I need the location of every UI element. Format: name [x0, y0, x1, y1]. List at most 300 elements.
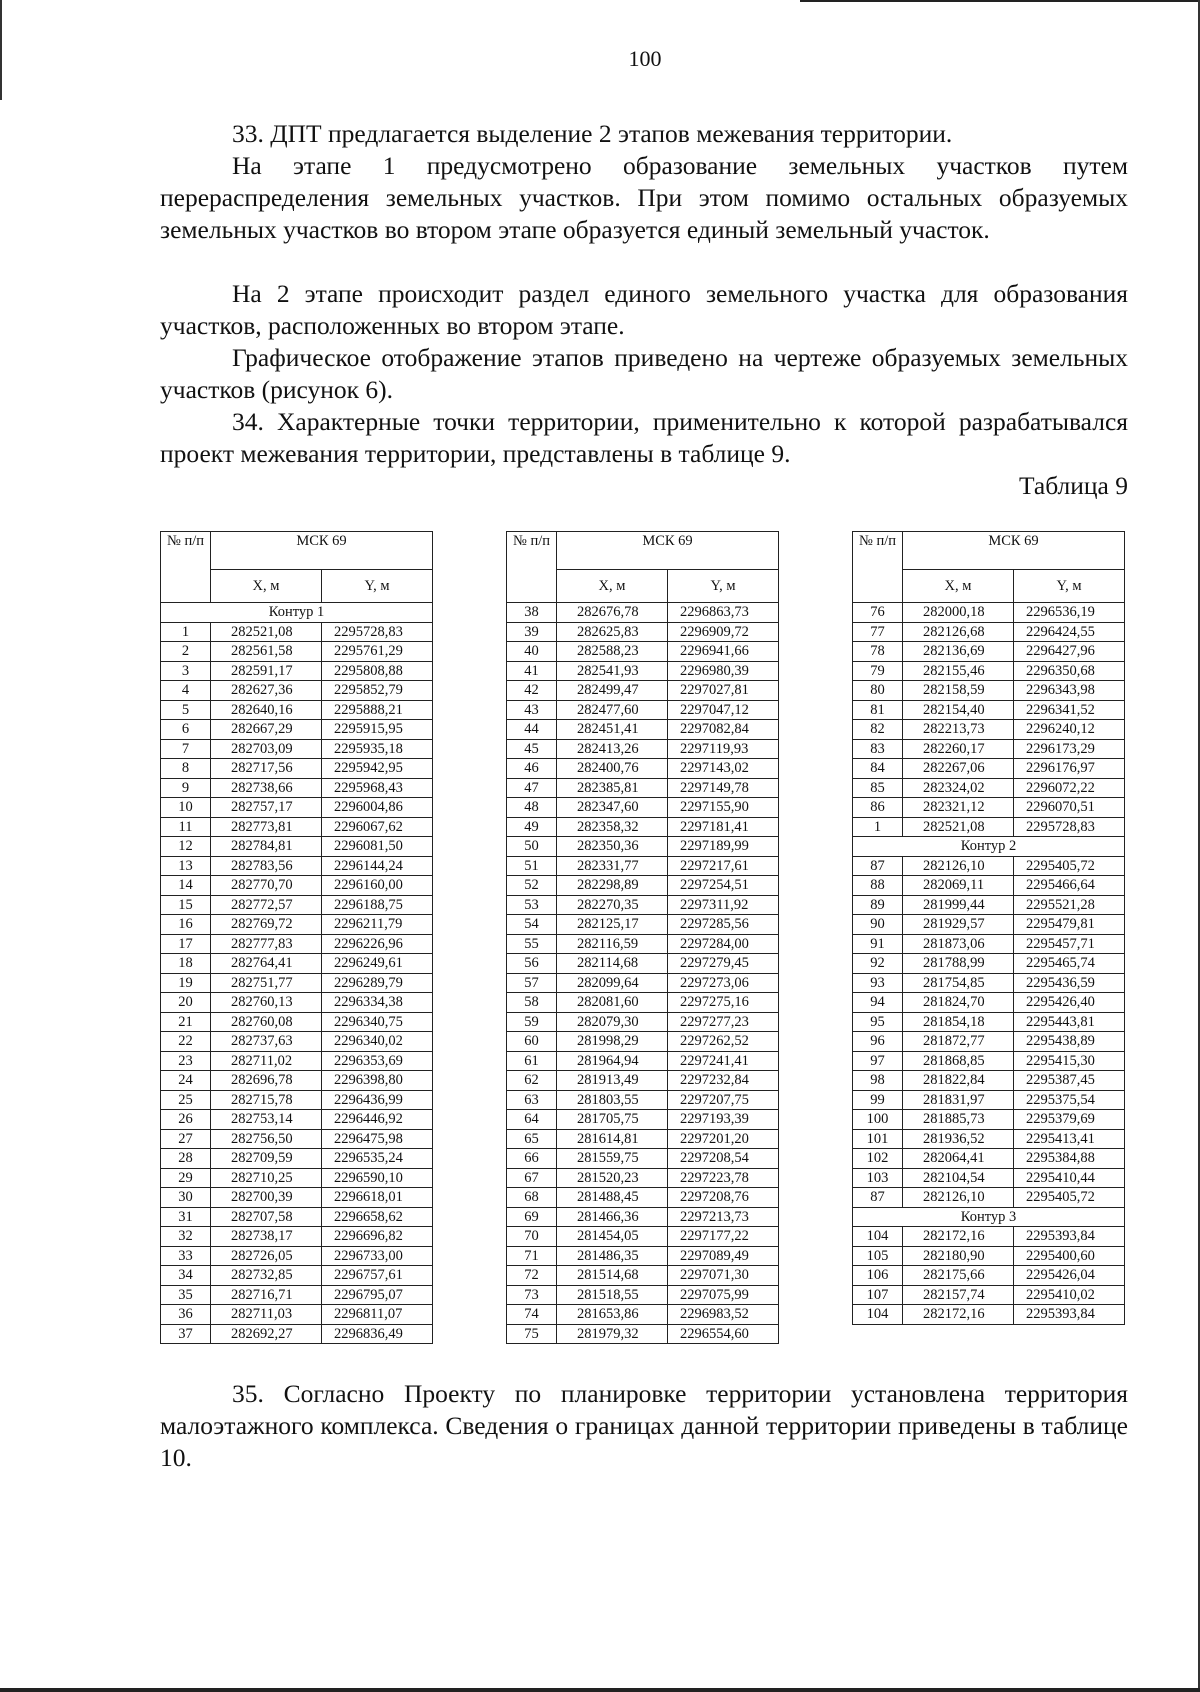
table-row	[507, 1129, 779, 1149]
y-coordinate: 2297208,54	[668, 1149, 779, 1169]
x-coordinate: 282717,56	[211, 759, 322, 779]
x-coordinate: 282347,60	[557, 798, 668, 818]
table-row	[507, 798, 779, 818]
y-coordinate: 2295393,84	[1014, 1227, 1125, 1247]
x-coordinate: 281754,85	[903, 973, 1014, 993]
paragraph-33: 33. ДПТ предлагается выделение 2 этапов межевания территории.	[232, 119, 953, 148]
point-number: 82	[853, 720, 903, 740]
point-number: 87	[853, 1188, 903, 1208]
table-row	[507, 973, 779, 993]
point-number: 41	[507, 661, 557, 681]
y-coordinate: 2296980,39	[668, 661, 779, 681]
point-number: 54	[507, 915, 557, 935]
x-coordinate: 282710,25	[211, 1168, 322, 1188]
x-coordinate: 281936,52	[903, 1129, 1014, 1149]
y-coordinate: 2297082,84	[668, 720, 779, 740]
table-row	[161, 1246, 433, 1266]
point-number: 73	[507, 1285, 557, 1305]
table-row	[161, 1168, 433, 1188]
y-coordinate: 2296188,75	[322, 895, 433, 915]
point-number: 99	[853, 1090, 903, 1110]
point-number: 103	[853, 1168, 903, 1188]
paragraph-stage-2: На 2 этапе происходит раздел единого земельного участка для образования участков, расположенных во втором этапе.	[160, 279, 1128, 340]
table-row	[853, 720, 1125, 740]
table-row	[161, 973, 433, 993]
y-coordinate: 2297027,81	[668, 681, 779, 701]
x-coordinate: 282709,59	[211, 1149, 322, 1169]
table-row	[507, 1051, 779, 1071]
table-row	[161, 1110, 433, 1130]
x-coordinate: 282126,10	[903, 1188, 1014, 1208]
coordinates-table-3	[852, 531, 1125, 1325]
x-coordinate: 282541,93	[557, 661, 668, 681]
x-coordinate: 282213,73	[903, 720, 1014, 740]
table-row	[507, 1110, 779, 1130]
table-row	[853, 1227, 1125, 1247]
coordinates-table-2	[506, 531, 779, 1344]
table-row	[161, 661, 433, 681]
point-number: 14	[161, 876, 211, 896]
x-coordinate: 281998,29	[557, 1032, 668, 1052]
table-row	[161, 642, 433, 662]
table-row	[853, 934, 1125, 954]
y-coordinate: 2296535,24	[322, 1149, 433, 1169]
x-coordinate: 282676,78	[557, 603, 668, 623]
point-number: 20	[161, 993, 211, 1013]
y-coordinate: 2295479,81	[1014, 915, 1125, 935]
y-coordinate: 2296475,98	[322, 1129, 433, 1149]
y-coordinate: 2295384,88	[1014, 1149, 1125, 1169]
point-number: 76	[853, 603, 903, 623]
y-coordinate: 2296618,01	[322, 1188, 433, 1208]
x-coordinate: 282757,17	[211, 798, 322, 818]
x-coordinate: 282069,11	[903, 876, 1014, 896]
point-number: 33	[161, 1246, 211, 1266]
y-coordinate: 2296289,79	[322, 973, 433, 993]
point-number: 29	[161, 1168, 211, 1188]
table-row	[161, 934, 433, 954]
table-row	[507, 1207, 779, 1227]
point-number: 38	[507, 603, 557, 623]
x-coordinate: 282738,66	[211, 778, 322, 798]
y-coordinate: 2295387,45	[1014, 1071, 1125, 1091]
table-row	[853, 603, 1125, 623]
header-y: Y, м	[1014, 570, 1125, 603]
point-number: 16	[161, 915, 211, 935]
point-number: 60	[507, 1032, 557, 1052]
y-coordinate: 2296836,49	[322, 1324, 433, 1344]
table-row	[507, 954, 779, 974]
y-coordinate: 2297232,84	[668, 1071, 779, 1091]
x-coordinate: 282764,41	[211, 954, 322, 974]
y-coordinate: 2297075,99	[668, 1285, 779, 1305]
x-coordinate: 282751,77	[211, 973, 322, 993]
y-coordinate: 2296067,62	[322, 817, 433, 837]
x-coordinate: 282737,63	[211, 1032, 322, 1052]
y-coordinate: 2296983,52	[668, 1305, 779, 1325]
x-coordinate: 282760,13	[211, 993, 322, 1013]
x-coordinate: 281454,05	[557, 1227, 668, 1247]
point-number: 43	[507, 700, 557, 720]
x-coordinate: 281614,81	[557, 1129, 668, 1149]
table-row	[507, 1266, 779, 1286]
table-row	[507, 1149, 779, 1169]
table-row	[853, 1110, 1125, 1130]
y-coordinate: 2297089,49	[668, 1246, 779, 1266]
point-number: 12	[161, 837, 211, 857]
table-row	[161, 1051, 433, 1071]
y-coordinate: 2295438,89	[1014, 1032, 1125, 1052]
y-coordinate: 2295405,72	[1014, 856, 1125, 876]
contour-label: Контур 1	[161, 603, 433, 623]
table-row	[161, 876, 433, 896]
y-coordinate: 2295521,28	[1014, 895, 1125, 915]
x-coordinate: 282081,60	[557, 993, 668, 1013]
y-coordinate: 2297279,45	[668, 954, 779, 974]
table-row	[507, 817, 779, 837]
point-number: 1	[161, 622, 211, 642]
point-number: 97	[853, 1051, 903, 1071]
y-coordinate: 2296863,73	[668, 603, 779, 623]
x-coordinate: 282703,09	[211, 739, 322, 759]
y-coordinate: 2296696,82	[322, 1227, 433, 1247]
x-coordinate: 282700,39	[211, 1188, 322, 1208]
point-number: 57	[507, 973, 557, 993]
y-coordinate: 2296173,29	[1014, 739, 1125, 759]
x-coordinate: 282756,50	[211, 1129, 322, 1149]
x-coordinate: 282267,06	[903, 759, 1014, 779]
x-coordinate: 281705,75	[557, 1110, 668, 1130]
contour-row	[161, 603, 433, 623]
y-coordinate: 2296424,55	[1014, 622, 1125, 642]
x-coordinate: 281518,55	[557, 1285, 668, 1305]
point-number: 92	[853, 954, 903, 974]
y-coordinate: 2297217,61	[668, 856, 779, 876]
point-number: 10	[161, 798, 211, 818]
y-coordinate: 2297201,20	[668, 1129, 779, 1149]
x-coordinate: 282738,17	[211, 1227, 322, 1247]
x-coordinate: 282591,17	[211, 661, 322, 681]
table-row	[853, 1266, 1125, 1286]
point-number: 26	[161, 1110, 211, 1130]
point-number: 69	[507, 1207, 557, 1227]
table-row	[507, 778, 779, 798]
point-number: 23	[161, 1051, 211, 1071]
x-coordinate: 282104,54	[903, 1168, 1014, 1188]
point-number: 77	[853, 622, 903, 642]
table-row	[507, 876, 779, 896]
table-row	[853, 915, 1125, 935]
table-row	[161, 759, 433, 779]
point-number: 105	[853, 1246, 903, 1266]
x-coordinate: 282784,81	[211, 837, 322, 857]
point-number: 11	[161, 817, 211, 837]
x-coordinate: 282773,81	[211, 817, 322, 837]
y-coordinate: 2295852,79	[322, 681, 433, 701]
y-coordinate: 2297047,12	[668, 700, 779, 720]
point-number: 64	[507, 1110, 557, 1130]
point-number: 19	[161, 973, 211, 993]
table-row	[853, 1168, 1125, 1188]
x-coordinate: 282692,27	[211, 1324, 322, 1344]
table-row	[161, 681, 433, 701]
x-coordinate: 281486,35	[557, 1246, 668, 1266]
y-coordinate: 2296340,02	[322, 1032, 433, 1052]
point-number: 2	[161, 642, 211, 662]
point-number: 37	[161, 1324, 211, 1344]
x-coordinate: 282157,74	[903, 1285, 1014, 1305]
x-coordinate: 282711,02	[211, 1051, 322, 1071]
table-row	[507, 1071, 779, 1091]
point-number: 32	[161, 1227, 211, 1247]
table-row	[507, 915, 779, 935]
y-coordinate: 2297207,75	[668, 1090, 779, 1110]
x-coordinate: 281913,49	[557, 1071, 668, 1091]
table-row	[161, 856, 433, 876]
x-coordinate: 282726,05	[211, 1246, 322, 1266]
header-number: № п/п	[853, 532, 903, 603]
table-row	[853, 1032, 1125, 1052]
point-number: 71	[507, 1246, 557, 1266]
point-number: 24	[161, 1071, 211, 1091]
table-row	[853, 759, 1125, 779]
point-number: 98	[853, 1071, 903, 1091]
y-coordinate: 2297254,51	[668, 876, 779, 896]
y-coordinate: 2296144,24	[322, 856, 433, 876]
point-number: 86	[853, 798, 903, 818]
y-coordinate: 2297273,06	[668, 973, 779, 993]
table-row	[507, 1090, 779, 1110]
table-row	[507, 1324, 779, 1344]
point-number: 44	[507, 720, 557, 740]
point-number: 18	[161, 954, 211, 974]
point-number: 90	[853, 915, 903, 935]
point-number: 25	[161, 1090, 211, 1110]
header-y: Y, м	[322, 570, 433, 603]
y-coordinate: 2297071,30	[668, 1266, 779, 1286]
table-row	[853, 778, 1125, 798]
y-coordinate: 2295426,04	[1014, 1266, 1125, 1286]
y-coordinate: 2297223,78	[668, 1168, 779, 1188]
point-number: 106	[853, 1266, 903, 1286]
y-coordinate: 2297193,39	[668, 1110, 779, 1130]
table-row	[853, 1012, 1125, 1032]
x-coordinate: 282114,68	[557, 954, 668, 974]
header-number: № п/п	[161, 532, 211, 603]
table-row	[507, 934, 779, 954]
y-coordinate: 2296757,61	[322, 1266, 433, 1286]
table-row	[161, 993, 433, 1013]
point-number: 83	[853, 739, 903, 759]
y-coordinate: 2297275,16	[668, 993, 779, 1013]
x-coordinate: 282125,17	[557, 915, 668, 935]
table-row	[161, 915, 433, 935]
y-coordinate: 2296160,00	[322, 876, 433, 896]
table-row	[507, 759, 779, 779]
y-coordinate: 2297181,41	[668, 817, 779, 837]
y-coordinate: 2296070,51	[1014, 798, 1125, 818]
point-number: 59	[507, 1012, 557, 1032]
x-coordinate: 281803,55	[557, 1090, 668, 1110]
table-row	[161, 817, 433, 837]
table-row	[853, 993, 1125, 1013]
table-row	[507, 1285, 779, 1305]
x-coordinate: 282451,41	[557, 720, 668, 740]
x-coordinate: 282770,70	[211, 876, 322, 896]
y-coordinate: 2296334,38	[322, 993, 433, 1013]
table-row	[853, 1246, 1125, 1266]
x-coordinate: 282732,85	[211, 1266, 322, 1286]
table-row	[507, 993, 779, 1013]
x-coordinate: 282715,78	[211, 1090, 322, 1110]
point-number: 89	[853, 895, 903, 915]
table-row	[853, 1129, 1125, 1149]
x-coordinate: 281466,36	[557, 1207, 668, 1227]
x-coordinate: 281788,99	[903, 954, 1014, 974]
point-number: 79	[853, 661, 903, 681]
y-coordinate: 2296240,12	[1014, 720, 1125, 740]
table-row	[853, 1090, 1125, 1110]
x-coordinate: 281488,45	[557, 1188, 668, 1208]
table-row	[161, 1129, 433, 1149]
y-coordinate: 2295443,81	[1014, 1012, 1125, 1032]
table-row	[507, 739, 779, 759]
table-row	[161, 1285, 433, 1305]
x-coordinate: 282064,41	[903, 1149, 1014, 1169]
header-x: X, м	[903, 570, 1014, 603]
y-coordinate: 2296081,50	[322, 837, 433, 857]
point-number: 88	[853, 876, 903, 896]
x-coordinate: 282777,83	[211, 934, 322, 954]
header-coordinate-system: МСК 69	[557, 532, 779, 570]
y-coordinate: 2296536,19	[1014, 603, 1125, 623]
point-number: 52	[507, 876, 557, 896]
x-coordinate: 282772,57	[211, 895, 322, 915]
table-row	[853, 1285, 1125, 1305]
point-number: 5	[161, 700, 211, 720]
x-coordinate: 282711,03	[211, 1305, 322, 1325]
point-number: 15	[161, 895, 211, 915]
x-coordinate: 282561,58	[211, 642, 322, 662]
table-row	[161, 1305, 433, 1325]
contour-label: Контур 3	[853, 1207, 1125, 1227]
x-coordinate: 282260,17	[903, 739, 1014, 759]
point-number: 9	[161, 778, 211, 798]
y-coordinate: 2296340,75	[322, 1012, 433, 1032]
y-coordinate: 2295457,71	[1014, 934, 1125, 954]
y-coordinate: 2295728,83	[322, 622, 433, 642]
y-coordinate: 2295968,43	[322, 778, 433, 798]
table-row	[161, 1032, 433, 1052]
y-coordinate: 2296341,52	[1014, 700, 1125, 720]
point-number: 21	[161, 1012, 211, 1032]
point-number: 3	[161, 661, 211, 681]
table-body	[853, 603, 1125, 1325]
x-coordinate: 282385,81	[557, 778, 668, 798]
y-coordinate: 2296909,72	[668, 622, 779, 642]
y-coordinate: 2295400,60	[1014, 1246, 1125, 1266]
table-row	[853, 642, 1125, 662]
y-coordinate: 2297177,22	[668, 1227, 779, 1247]
table-row	[507, 681, 779, 701]
point-number: 6	[161, 720, 211, 740]
y-coordinate: 2295405,72	[1014, 1188, 1125, 1208]
y-coordinate: 2295375,54	[1014, 1090, 1125, 1110]
point-number: 91	[853, 934, 903, 954]
point-number: 81	[853, 700, 903, 720]
x-coordinate: 281979,32	[557, 1324, 668, 1344]
table-row	[853, 661, 1125, 681]
x-coordinate: 282079,30	[557, 1012, 668, 1032]
y-coordinate: 2296211,79	[322, 915, 433, 935]
x-coordinate: 281964,94	[557, 1051, 668, 1071]
point-number: 1	[853, 817, 903, 837]
y-coordinate: 2295808,88	[322, 661, 433, 681]
x-coordinate: 281885,73	[903, 1110, 1014, 1130]
table-row	[161, 778, 433, 798]
x-coordinate: 282400,76	[557, 759, 668, 779]
y-coordinate: 2295466,64	[1014, 876, 1125, 896]
table-row	[853, 1305, 1125, 1325]
y-coordinate: 2295465,74	[1014, 954, 1125, 974]
page-border-top	[800, 0, 1200, 2]
point-number: 36	[161, 1305, 211, 1325]
table-row	[853, 798, 1125, 818]
point-number: 53	[507, 895, 557, 915]
point-number: 48	[507, 798, 557, 818]
table-row	[161, 1012, 433, 1032]
y-coordinate: 2295915,95	[322, 720, 433, 740]
point-number: 84	[853, 759, 903, 779]
y-coordinate: 2297143,02	[668, 759, 779, 779]
point-number: 28	[161, 1149, 211, 1169]
table-row	[161, 954, 433, 974]
table-row	[853, 739, 1125, 759]
y-coordinate: 2297149,78	[668, 778, 779, 798]
y-coordinate: 2296811,07	[322, 1305, 433, 1325]
point-number: 27	[161, 1129, 211, 1149]
x-coordinate: 282753,14	[211, 1110, 322, 1130]
table-row	[161, 837, 433, 857]
point-number: 62	[507, 1071, 557, 1091]
y-coordinate: 2296350,68	[1014, 661, 1125, 681]
table-row	[853, 1149, 1125, 1169]
x-coordinate: 282627,36	[211, 681, 322, 701]
x-coordinate: 282521,08	[211, 622, 322, 642]
point-number: 87	[853, 856, 903, 876]
x-coordinate: 281559,75	[557, 1149, 668, 1169]
y-coordinate: 2297155,90	[668, 798, 779, 818]
point-number: 68	[507, 1188, 557, 1208]
point-number: 31	[161, 1207, 211, 1227]
table-row	[507, 1188, 779, 1208]
point-number: 49	[507, 817, 557, 837]
x-coordinate: 282270,35	[557, 895, 668, 915]
x-coordinate: 281831,97	[903, 1090, 1014, 1110]
paragraph-stage-1: На этапе 1 предусмотрено образование земельных участков путем перераспределения земельных участков. При этом помимо остальных образуемых земельных участков во втором этапе образуется единый земельный участок.	[160, 151, 1128, 244]
point-number: 95	[853, 1012, 903, 1032]
paragraph-34: 34. Характерные точки территории, применительно к которой разрабатывался проект межевания территории, представлены в таблице 9.	[160, 407, 1128, 468]
x-coordinate: 282477,60	[557, 700, 668, 720]
y-coordinate: 2297213,73	[668, 1207, 779, 1227]
y-coordinate: 2295413,41	[1014, 1129, 1125, 1149]
y-coordinate: 2296590,10	[322, 1168, 433, 1188]
point-number: 74	[507, 1305, 557, 1325]
point-number: 8	[161, 759, 211, 779]
point-number: 75	[507, 1324, 557, 1344]
x-coordinate: 281520,23	[557, 1168, 668, 1188]
table-row	[853, 1071, 1125, 1091]
